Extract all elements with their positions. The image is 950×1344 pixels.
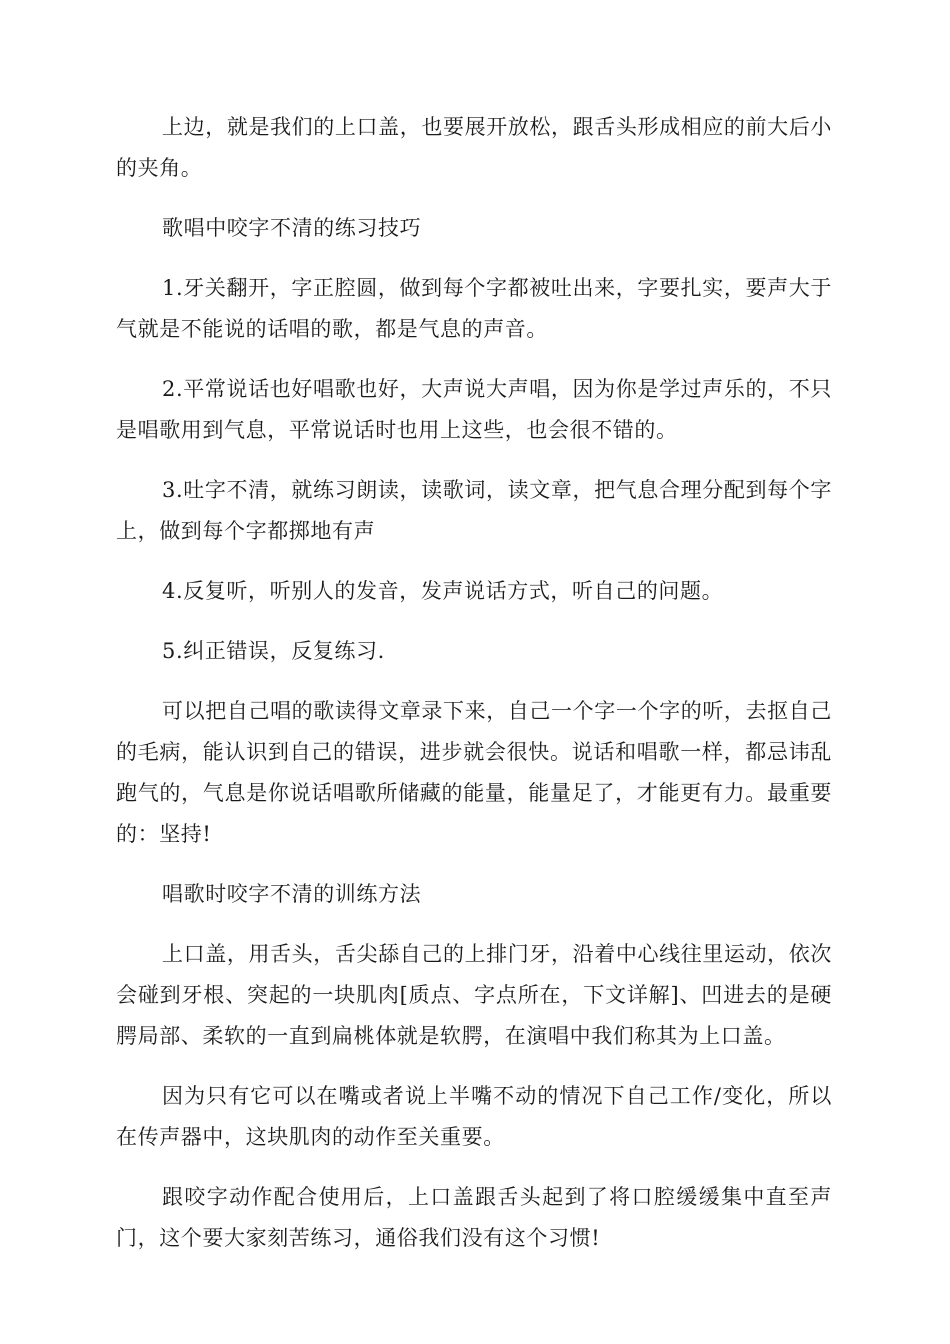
list-item-2: 2.平常说话也好唱歌也好，大声说大声唱，因为你是学过声乐的，不只是唱歌用到气息，平常说话时也用上这些，也会很不错的。 [116,377,832,442]
paragraph-practice-habit: 跟咬字动作配合使用后，上口盖跟舌头起到了将口腔缓缓集中直至声门，这个要大家刻苦练习，通俗我们没有这个习惯! [116,1185,832,1250]
heading-practice-tips: 歌唱中咬字不清的练习技巧 [162,216,422,240]
document-body [116,107,832,1278]
paragraph-upper-palate-anatomy: 上口盖，用舌头，舌尖舔自己的上排门牙，沿着中心线往里运动，依次会碰到牙根、突起的一块肌肉[质点、字点所在，下文详解]、凹进去的是硬腭局部、柔软的一直到扁桃体就是软腭，在演唱中我们称其为上口盖。 [116,942,832,1048]
list-item-3: 3.吐字不清，就练习朗读，读歌词，读文章，把气息合理分配到每个字上，做到每个字都掷地有声 [116,478,832,543]
list-item-5: 5.纠正错误，反复练习. [162,639,385,663]
list-item-1: 1.牙关翻开，字正腔圆，做到每个字都被吐出来，字要扎实，要声大于气就是不能说的话唱的歌，都是气息的声音。 [116,276,832,341]
list-item-4: 4.反复听，听别人的发音，发声说话方式，听自己的问题。 [162,579,724,603]
heading-training-methods: 唱歌时咬字不清的训练方法 [162,882,422,906]
paragraph-upper-palate-intro: 上边，就是我们的上口盖，也要展开放松，跟舌头形成相应的前大后小的夹角。 [116,115,832,180]
paragraph-record-yourself: 可以把自己唱的歌读得文章录下来，自己一个字一个字的听，去抠自己的毛病，能认识到自己的错误，进步就会很快。说话和唱歌一样，都忌讳乱跑气的，气息是你说话唱歌所储藏的能量，能量足了，才能更有力。最重要的：坚持! [116,699,832,846]
paragraph-muscle-importance: 因为只有它可以在嘴或者说上半嘴不动的情况下自己工作/变化，所以在传声器中，这块肌肉的动作至关重要。 [116,1084,832,1149]
